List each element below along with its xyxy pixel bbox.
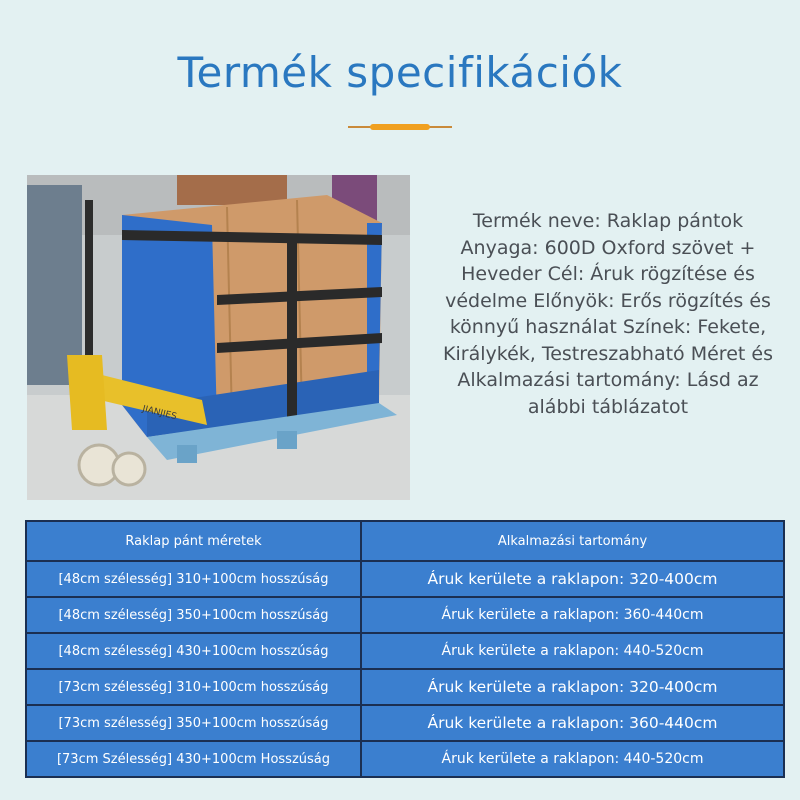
range-cell: Áruk kerülete a raklapon: 360-440cm (361, 705, 784, 741)
pallet-truck-illustration (27, 175, 410, 500)
range-cell: Áruk kerülete a raklapon: 440-520cm (361, 741, 784, 777)
spec-table (25, 520, 785, 778)
photo-boxes-background (177, 175, 287, 205)
range-cell: Áruk kerülete a raklapon: 320-400cm (361, 561, 784, 597)
table-header-row (26, 521, 784, 561)
strap-size-cell: [73cm Szélesség] 430+100cm Hosszúság (26, 741, 361, 777)
title-divider-accent (370, 124, 430, 130)
column-header: Raklap pánt méretek (26, 521, 361, 561)
table-row (26, 597, 784, 633)
truck-brand-label: JIANJIES (141, 404, 178, 423)
strap-vertical (287, 235, 297, 420)
product-description: Termék neve: Raklap pántok Anyaga: 600D Oxford szövet + Heveder Cél: Áruk rögzítése és védelme Előnyök: Erős rögzítés és könnyű használat Színek: Fekete, Királykék, Testreszabható Méret és Alkalmazási tartomány: Lásd az alábbi táblázatot (443, 210, 773, 418)
table-row (26, 633, 784, 669)
range-cell: Áruk kerülete a raklapon: 440-520cm (361, 633, 784, 669)
table-row (26, 561, 784, 597)
page-title: Termék specifikációk (177, 48, 623, 97)
strap-size-cell: [73cm szélesség] 310+100cm hosszúság (26, 669, 361, 705)
title-divider (348, 126, 452, 128)
product-photo (27, 175, 410, 500)
truck-wheel (113, 453, 145, 485)
strap-size-cell: [48cm szélesség] 430+100cm hosszúság (26, 633, 361, 669)
strap-size-cell: [48cm szélesség] 310+100cm hosszúság (26, 561, 361, 597)
range-cell: Áruk kerülete a raklapon: 320-400cm (361, 669, 784, 705)
strap-size-cell: [73cm szélesség] 350+100cm hosszúság (26, 705, 361, 741)
column-header: Alkalmazási tartomány (361, 521, 784, 561)
strap-size-cell: [48cm szélesség] 350+100cm hosszúság (26, 597, 361, 633)
pallet-foot (277, 431, 297, 449)
table-row (26, 741, 784, 777)
table-row (26, 669, 784, 705)
table-row (26, 705, 784, 741)
truck-body (67, 355, 107, 430)
range-cell: Áruk kerülete a raklapon: 360-440cm (361, 597, 784, 633)
pallet-foot (177, 445, 197, 463)
